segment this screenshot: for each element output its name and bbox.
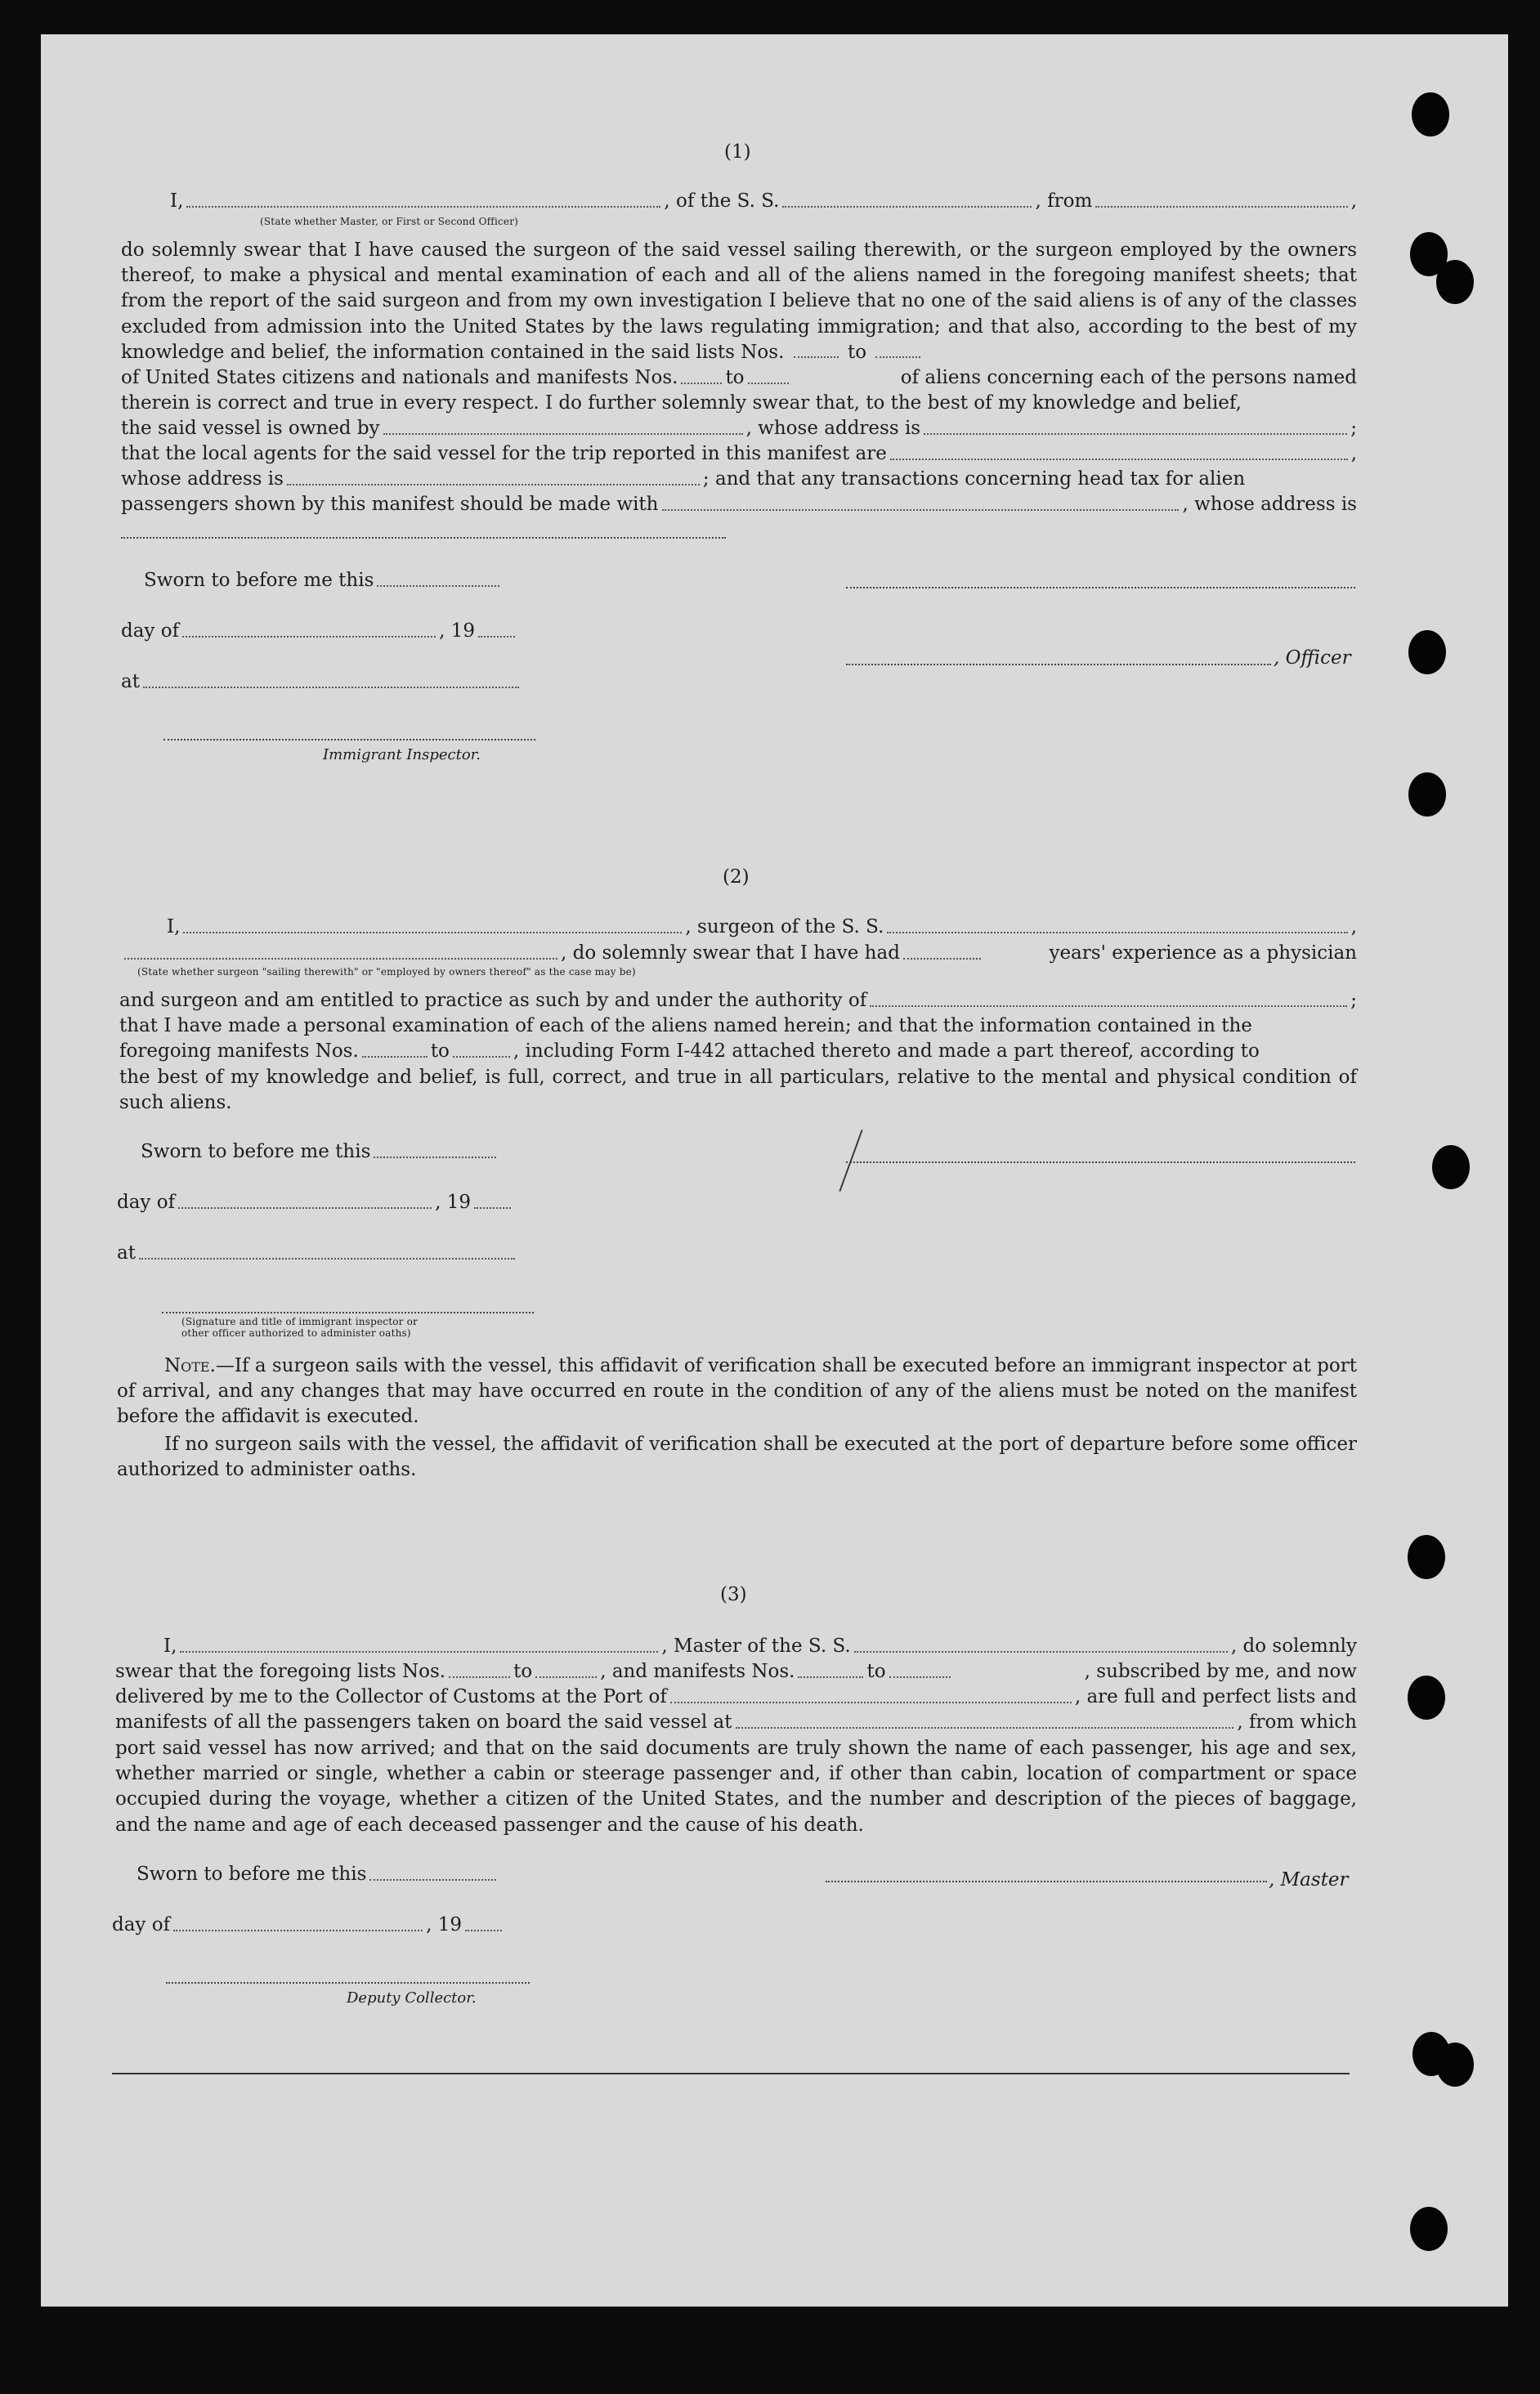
punch-hole (1408, 1676, 1445, 1720)
text: to (866, 1661, 886, 1682)
text: of United States citizens and nationals and manifests Nos. (121, 367, 678, 388)
manifests-to-field-2[interactable] (453, 1056, 510, 1058)
text: , whose address is (745, 418, 921, 439)
section-1-oath-text (121, 238, 1357, 365)
manifests-from-field[interactable] (681, 383, 722, 384)
text: therein is correct and true in every respect. I do further solemnly swear that, to the best of my knowledge and belief, (121, 392, 1242, 414)
section-2-line-5 (119, 1040, 1357, 1063)
text: , and manifests Nos. (600, 1661, 795, 1682)
text: day of (117, 1192, 176, 1213)
collector-label: Deputy Collector. (347, 1989, 477, 2007)
year-field-3[interactable] (465, 1930, 502, 1931)
text: to (725, 367, 745, 388)
text: passengers shown by this manifest should be made with (121, 494, 659, 515)
punch-hole (1432, 1145, 1470, 1189)
section-1-day (121, 620, 518, 642)
vessel-name-field-3[interactable] (854, 1651, 1228, 1653)
text: Sworn to before me this (141, 1141, 371, 1162)
text: the said vessel is owned by (121, 418, 380, 439)
day-month-field-2[interactable] (178, 1207, 432, 1209)
text: manifests of all the passengers taken on board the said vessel at (115, 1712, 732, 1733)
section-1-line-12 (121, 493, 1357, 516)
section-2-line-2 (121, 942, 1357, 964)
text: ; and that any transactions concerning head tax for alien (702, 468, 1246, 490)
section-2-note (117, 1354, 1357, 1430)
section-2-sworn (141, 1140, 499, 1163)
surgeon-status-note: (State whether surgeon "sailing therewith" or "employed by owners thereof" as the case may be) (137, 966, 636, 978)
vessel-name-field[interactable] (782, 206, 1032, 208)
text: whose address is (121, 468, 284, 490)
text: I, (170, 190, 184, 212)
officer-rank-field[interactable] (186, 206, 660, 208)
text: I, (167, 916, 181, 937)
section-3-line-4 (115, 1711, 1357, 1734)
text: of aliens concerning each of the persons named (900, 367, 1357, 388)
agents-address-field[interactable] (287, 484, 700, 486)
section-2-line-3 (119, 989, 1357, 1012)
text: swear that the foregoing lists Nos. (115, 1661, 446, 1682)
text: at (121, 671, 140, 692)
text: ; (1350, 418, 1357, 439)
text: , 19 (435, 1192, 471, 1213)
text: delivered by me to the Collector of Customs at the Port of (115, 1686, 667, 1707)
lists-from-field[interactable] (794, 356, 839, 358)
section-3-oath-text: port said vessel has now arrived; and that on the said documents are truly shown the name of each passenger, his age and sex, whether married or single, whether a cabin or steerage passenger and, if other than cabin, location of compartment or space occupied during the voyage, whether a citizen of the United States, and the number and description of the pieces of baggage, and the name and age of each deceased passenger and the cause of his death. (115, 1738, 1357, 1836)
text: , from which (1237, 1712, 1357, 1733)
text: Sworn to before me this (137, 1864, 367, 1885)
owner-address-field[interactable] (924, 433, 1347, 435)
section-1-line-10 (121, 442, 1357, 465)
text: , 19 (426, 1914, 462, 1935)
punch-hole (1408, 1535, 1445, 1579)
witness-signature-line[interactable] (162, 1312, 534, 1313)
text: to (513, 1661, 533, 1682)
section-3-line-1 (163, 1635, 1357, 1658)
punch-hole (1436, 260, 1474, 304)
inspector-signature-line[interactable] (163, 739, 535, 741)
section-3-sworn (137, 1863, 499, 1886)
years-experience-field[interactable] (903, 958, 981, 960)
master-name-field[interactable] (180, 1651, 658, 1653)
section-1-line-11 (121, 468, 1357, 490)
master-label: , Master (1269, 1869, 1349, 1891)
year-field-2[interactable] (474, 1207, 511, 1209)
surgeon-status-field[interactable] (124, 958, 557, 960)
punch-hole (1412, 92, 1449, 136)
surgeon-signature-line[interactable] (846, 1161, 1355, 1163)
punch-hole (1408, 630, 1446, 674)
day-month-field[interactable] (182, 636, 436, 638)
text: day of (121, 620, 180, 642)
collector-signature-line[interactable] (166, 1982, 530, 1984)
boarding-port-field[interactable] (736, 1727, 1234, 1729)
sworn-date-field[interactable] (377, 585, 499, 587)
text: , (1350, 916, 1357, 937)
section-2-number: (2) (723, 866, 750, 888)
text: , Master of the S. S. (661, 1636, 851, 1657)
officer-name-line[interactable] (846, 587, 1355, 588)
year-field[interactable] (478, 636, 515, 638)
manifests-to-field-3[interactable] (889, 1676, 951, 1678)
customs-port-field[interactable] (670, 1702, 1072, 1703)
sworn-date-field-3[interactable] (369, 1879, 496, 1881)
text: and surgeon and am entitled to practice as such by and under the authority of (119, 990, 867, 1011)
note-label: Note. (164, 1355, 216, 1376)
section-2-day (117, 1191, 514, 1214)
day-month-field-3[interactable] (173, 1930, 423, 1931)
signature-note-1: (Signature and title of immigrant inspector or (181, 1316, 418, 1327)
text: , are full and perfect lists and (1074, 1686, 1357, 1707)
section-3-day (112, 1913, 505, 1936)
inspector-label: Immigrant Inspector. (323, 746, 481, 763)
punch-hole (1408, 772, 1446, 817)
punch-hole (1436, 2043, 1474, 2087)
text: , whose address is (1182, 494, 1357, 515)
sworn-date-field-2[interactable] (374, 1157, 496, 1158)
section-2-line-6: the best of my knowledge and belief, is full, correct, and true in all particulars, relative to the mental and physical condition of such aliens. (119, 1067, 1357, 1114)
vessel-name-field-2[interactable] (887, 932, 1347, 933)
signature-note-2: other officer authorized to administer oaths) (181, 1327, 411, 1339)
section-2-at (117, 1242, 518, 1264)
manifests-from-field-2[interactable] (362, 1056, 428, 1058)
text: , of the S. S. (664, 190, 780, 212)
text: that I have made a personal examination of each of the aliens named herein; and that the information contained in the (119, 1015, 1252, 1036)
place-field[interactable] (143, 687, 519, 688)
place-field-2[interactable] (139, 1258, 515, 1260)
lists-to-field-3[interactable] (535, 1676, 597, 1678)
lists-from-field-3[interactable] (449, 1676, 510, 1678)
text: , (1350, 190, 1357, 212)
section-3-line-2 (115, 1660, 1357, 1683)
section-1-number: (1) (724, 141, 751, 163)
section-1-sworn (144, 569, 503, 592)
text: , do solemnly (1230, 1636, 1357, 1657)
lists-to-field[interactable] (875, 356, 920, 358)
text: , from (1035, 190, 1093, 212)
text: that the local agents for the said vessel for the trip reported in this manifest are (121, 443, 887, 464)
master-signature-line[interactable] (826, 1881, 1267, 1882)
section-3-line-3 (115, 1685, 1357, 1708)
text: day of (112, 1914, 171, 1935)
officer-label: , Officer (1274, 647, 1351, 669)
manifests-to-field[interactable] (748, 383, 789, 384)
officer-rank-note: (State whether Master, or First or Second Officer) (260, 216, 519, 227)
text: at (117, 1242, 136, 1264)
text: foregoing manifests Nos. (119, 1040, 359, 1062)
text: years' experience as a physician (1049, 942, 1357, 964)
head-tax-address-field[interactable] (121, 537, 726, 539)
note-text: —If a surgeon sails with the vessel, this affidavit of verification shall be executed before an immigrant inspector at port of arrival, and any changes that may have occurred en route in the condition of any of the aliens must be noted on the manifest before the affidavit is executed. (117, 1355, 1357, 1428)
text: , (1350, 443, 1357, 464)
text: ; (1350, 990, 1357, 1011)
head-tax-party-field[interactable] (662, 509, 1180, 511)
from-port-field[interactable] (1095, 206, 1347, 208)
officer-signature-line[interactable] (846, 664, 1271, 665)
surgeon-name-field[interactable] (183, 932, 682, 933)
section-1-line-8 (121, 392, 1357, 414)
section-1-line-9 (121, 417, 1357, 440)
text: , 19 (439, 620, 475, 642)
section-2-line-1 (167, 915, 1357, 938)
manifests-from-field-3[interactable] (798, 1676, 863, 1678)
text: I, (163, 1636, 177, 1657)
section-2-note-2: If no surgeon sails with the vessel, the affidavit of verification shall be executed at the port of departure before some officer authorized to administer oaths. (117, 1434, 1357, 1481)
text: do solemnly swear that I have caused the surgeon of the said vessel sailing therewith, or the surgeon employed by the owners thereof, to make a physical and mental examination of each and all of the aliens named in the foregoing manifest sheets; that from the report of the said surgeon and from my own investigation I believe that no one of the said aliens is of any of the classes excluded from admission into the United States by the laws regulating immigration; and that also, according to the best of my knowledge and belief, the information contained in the said lists Nos. (121, 239, 1357, 363)
section-1-at (121, 670, 522, 693)
authority-field[interactable] (870, 1005, 1347, 1007)
section-3-number: (3) (720, 1584, 747, 1605)
section-1-line-7 (121, 366, 1357, 389)
owner-field[interactable] (383, 433, 743, 435)
local-agents-field[interactable] (890, 459, 1348, 460)
text: , surgeon of the S. S. (685, 916, 884, 937)
section-1-line-1 (170, 190, 1357, 213)
text: , do solemnly swear that I have had (561, 942, 900, 964)
text: , including Form I-442 attached thereto and made a part thereof, according to (513, 1040, 1260, 1062)
text: to (430, 1040, 450, 1062)
bottom-rule (112, 2073, 1350, 2074)
section-2-line-4 (119, 1014, 1357, 1037)
text: , subscribed by me, and now (1084, 1661, 1357, 1682)
punch-hole (1410, 2207, 1448, 2251)
text: to (848, 341, 867, 363)
text: Sworn to before me this (144, 570, 374, 591)
